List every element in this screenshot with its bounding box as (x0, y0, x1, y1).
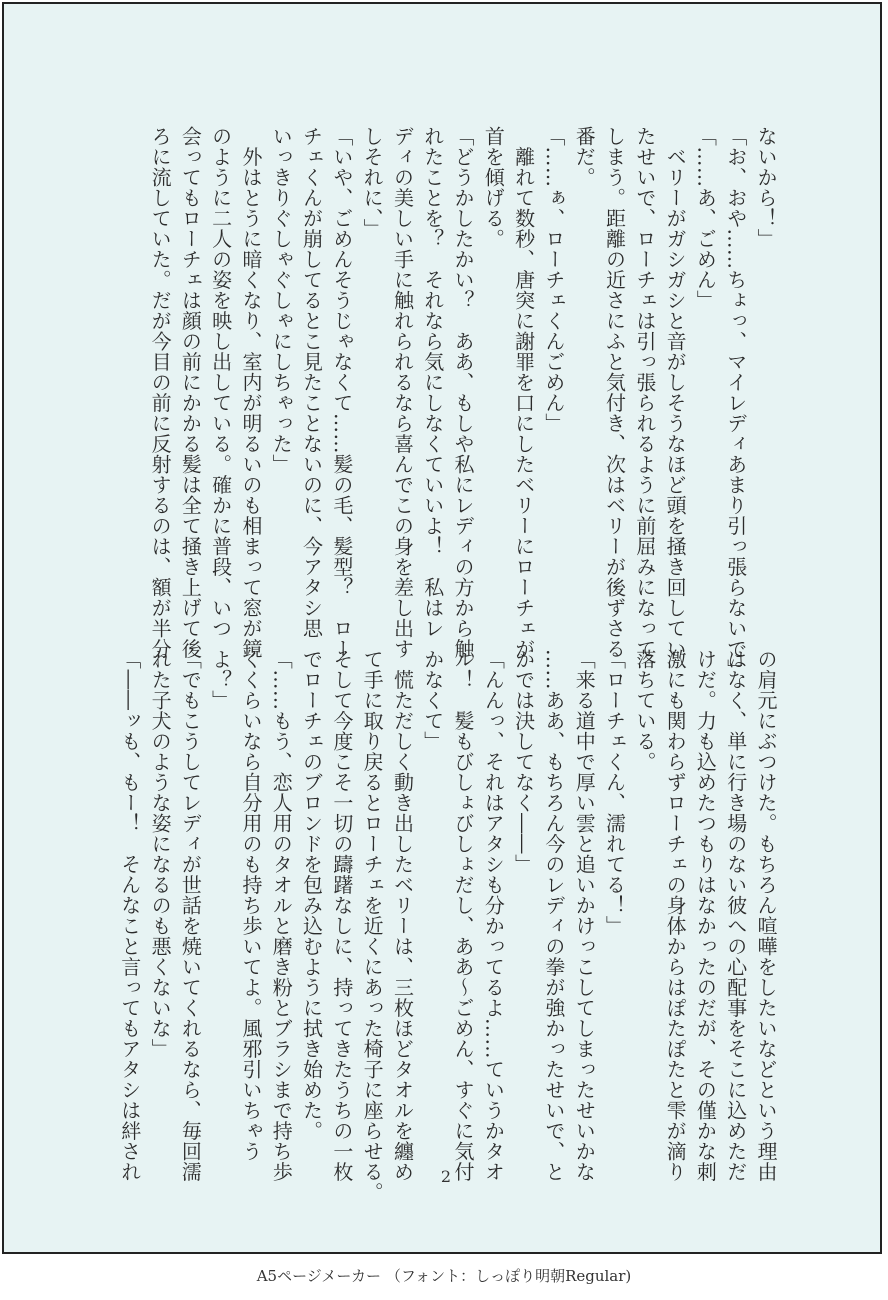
text-line: チェくんが崩してるとこ見たことないのに、今アタシ思 (299, 126, 324, 639)
text-line: はなく、単に行き場のない彼への心配事をそこに込めただ (723, 649, 748, 1182)
text-line: けだ。力も込めたつもりはなかったのだが、その僅かな刺 (693, 649, 718, 1182)
text-line: いっきりぐしゃぐしゃにしちゃった」 (269, 126, 294, 475)
text-line: しまう。距離の近さにふと気付き、次はベリーが後ずさる (602, 126, 627, 659)
text-line: のように二人の姿を映し出している。確かに普段、いつ (208, 126, 233, 639)
text-line: 「ローチェくん、濡れてる！」 (602, 649, 627, 936)
text-line: 「どうかしたかい？ ああ、もしや私にレディの方から触 (451, 126, 476, 659)
text-line: ル！ 髪もびしょびしょだし、ああ～ごめん、すぐに気付 (451, 649, 476, 1182)
text-line: 「……ぁ、ローチェくんごめん」 (541, 126, 566, 434)
text-line: 「お、おや……ちょっ、マイレディあまり引っ張らないで」 (723, 126, 748, 680)
text-line: の肩元にぶつけた。もちろん喧嘩をしたいなどという理由 (754, 649, 778, 1182)
text-line: 会ってもローチェは顔の前にかかる髪は全て掻き上げて後 (178, 126, 203, 659)
page-number: 2 (440, 1167, 452, 1186)
text-line: しそれに、」 (360, 126, 385, 239)
text-line: 落ちている。 (632, 649, 657, 772)
text-line: 首を傾げる。 (481, 126, 506, 249)
manuscript-page (2, 2, 882, 1254)
text-line: くくらいなら自分用のも持ち歩いてよ。風邪引いちゃう (238, 649, 263, 1162)
text-line: て手に取り戻るとローチェを近くにあった椅子に座らせる。 (360, 649, 385, 1203)
text-line: たせいで、ローチェは引っ張られるように前屈みになって (632, 126, 657, 659)
text-line: ないから！」 (754, 126, 778, 249)
text-line: ……ああ、もちろん今のレディの拳が強かったせいで、と (541, 649, 566, 1182)
text-line: 外はとうに暗くなり、室内が明るいのも相まって窓が鏡 (238, 126, 263, 659)
text-line: れた子犬のような姿になるのも悪くないな」 (148, 649, 173, 1059)
text-line: 「……あ、ごめん」 (693, 126, 718, 311)
text-line: 「でもこうしてレディが世話を焼いてくれるなら、毎回濡 (178, 649, 203, 1182)
text-line: 慌ただしく動き出したベリーは、三枚ほどタオルを纏め (390, 649, 415, 1182)
text-line: よ？」 (208, 649, 233, 711)
text-line: 激にも関わらずローチェの身体からはぽたぽたと雫が滴り (663, 649, 688, 1182)
text-line: 「来る道中で厚い雲と追いかけっこしてしまったせいかな (572, 649, 597, 1182)
text-line: 番だ。 (572, 126, 597, 188)
text-line: そして今度こそ一切の躊躇なしに、持ってきたうちの一枚 (329, 649, 354, 1182)
text-column-lower (61, 649, 781, 1203)
text-column-upper (61, 126, 781, 680)
text-line: 離れて数秒、唐突に謝罪を口にしたベリーにローチェが (511, 126, 536, 659)
text-line: れたことを？ それなら気にしなくていいよ！ 私はレ (420, 126, 445, 639)
text-line: 「んんっ、それはアタシも分かってるよ……ていうかタオ (481, 649, 506, 1182)
text-line: 「……もう、恋人用のタオルと磨き粉とブラシまで持ち歩 (269, 649, 294, 1182)
text-line: かなくて」 (420, 649, 445, 752)
text-line: ろに流していた。だが今目の前に反射するのは、額が半分 (148, 126, 173, 659)
text-line: でローチェのブロンドを包み込むように拭き始めた。 (299, 649, 324, 1141)
text-line: 「――ッも、もー！ そんなこと言ってもアタシは絆され (117, 649, 142, 1182)
footer-caption: A5ページメーカー （フォント：しっぽり明朝Regular) (256, 1267, 632, 1285)
text-line: ベリーがガシガシと音がしそうなほど頭を掻き回してい (663, 126, 688, 659)
text-line: かでは決してなく――」 (511, 649, 536, 875)
text-line: 「いや、ごめんそうじゃなくて……髪の毛、髪型？ ロー (329, 126, 354, 659)
text-line: ディの美しい手に触れられるなら喜んでこの身を差し出す (390, 126, 415, 659)
